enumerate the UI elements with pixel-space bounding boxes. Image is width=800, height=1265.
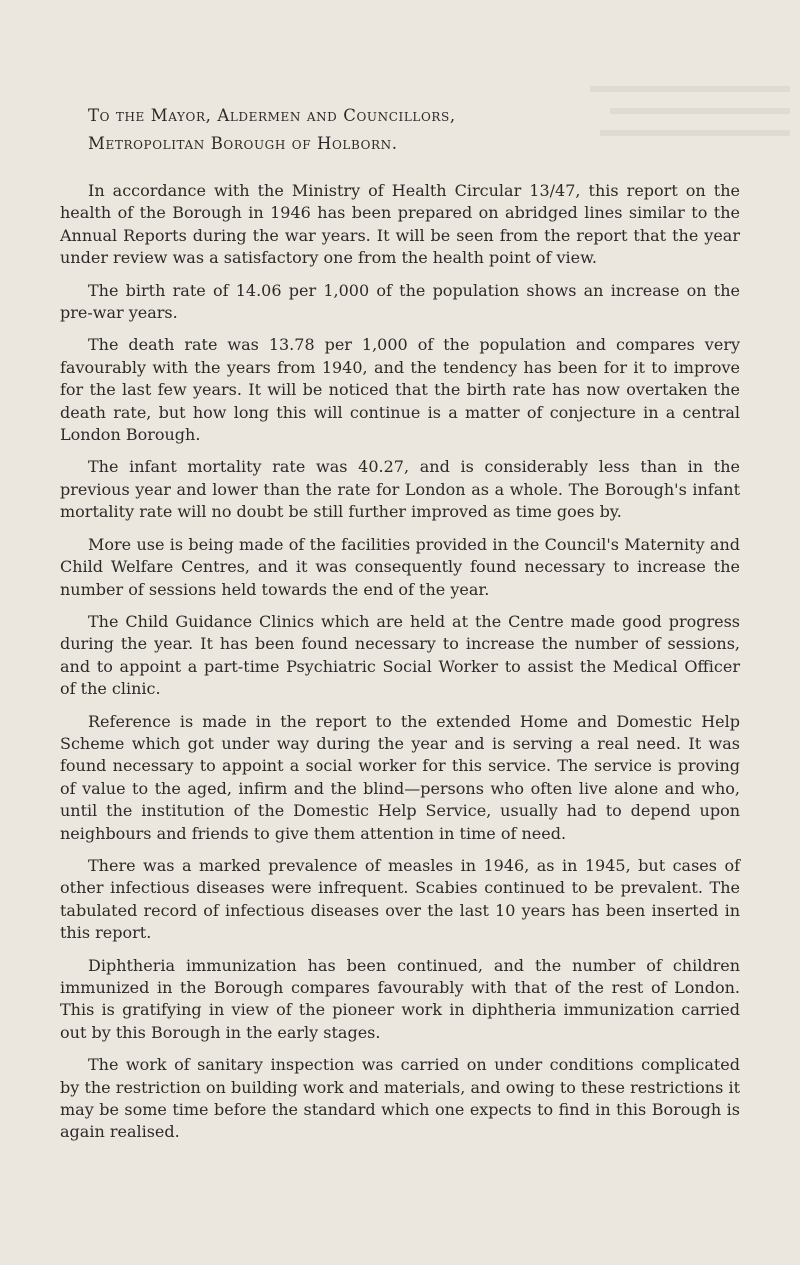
paragraph-maternity-welfare: More use is being made of the facilities provided in the Council's Maternity and Child Welfare Centres, and it was consequently found necessary to increase the number of sessions held towards the end of the year. bbox=[60, 534, 740, 599]
show-through-texture bbox=[560, 78, 800, 158]
paragraph-infectious-diseases: There was a marked prevalence of measles in 1946, as in 1945, but cases of other infectious diseases were infrequent. Scabies continued to be prevalent. The tabulated record of infectious diseases over the last 10 years has been inserted in this report. bbox=[60, 855, 740, 943]
paragraph-death-rate: The death rate was 13.78 per 1,000 of the population and compares very favourably with the years from 1940, and the tendency has been for it to improve for the last few years. It will be noticed that the birth rate has now overtaken the death rate, but how long this will continue is a matter of conjecture in a central London Borough. bbox=[60, 335, 740, 445]
paragraph-sanitary-inspection: The work of sanitary inspection was carried on under conditions complicated by the restriction on building work and materials, and owing to these restrictions it may be some time before the standard which one expects to find in this Borough is again realised. bbox=[60, 1055, 740, 1142]
paragraph-infant-mortality: The infant mortality rate was 40.27, and is considerably less than in the previous year and lower than the rate for London as a whole. The Borough's infant mortality rate will no doubt be still further improved as time goes by. bbox=[60, 457, 740, 522]
paragraph-circular: In accordance with the Ministry of Health Circular 13/47, this report on the health of the Borough in 1946 has been prepared on abridged lines similar to the Annual Reports during the war years. It will be seen from the report that the year under review was a satisfactory one from the health point of view. bbox=[60, 181, 740, 268]
paragraph-child-guidance: The Child Guidance Clinics which are held at the Centre made good progress during the year. It has been found necessary to increase the number of sessions, and to appoint a part-time Psychiatric Social Worker to assist the Medical Officer of the clinic. bbox=[60, 611, 740, 699]
paragraph-diphtheria: Diphtheria immunization has been continued, and the number of children immunized in the Borough compares favourably with that of the rest of London. This is gratifying in view of the pioneer work in diphtheria immunization carried out by this Borough in the early stages. bbox=[60, 955, 740, 1042]
report-body bbox=[60, 180, 740, 1154]
paragraph-birth-rate: The birth rate of 14.06 per 1,000 of the population shows an increase on the pre-war years. bbox=[60, 280, 740, 323]
paragraph-domestic-help: Reference is made in the report to the extended Home and Domestic Help Scheme which got under way during the year and is serving a real need. It was found necessary to appoint a social worker for this service. The service is proving of value to the aged, infirm and the blind—persons who often live alone and who, until the institution of the Domestic Help Service, usually had to depend upon neighbours and friends to give them attention in time of need. bbox=[60, 711, 740, 843]
address-line-1: To the Mayor, Aldermen and Councillors, bbox=[88, 106, 456, 125]
salutation-address bbox=[88, 102, 456, 158]
address-line-2: Metropolitan Borough of Holborn. bbox=[88, 134, 398, 153]
